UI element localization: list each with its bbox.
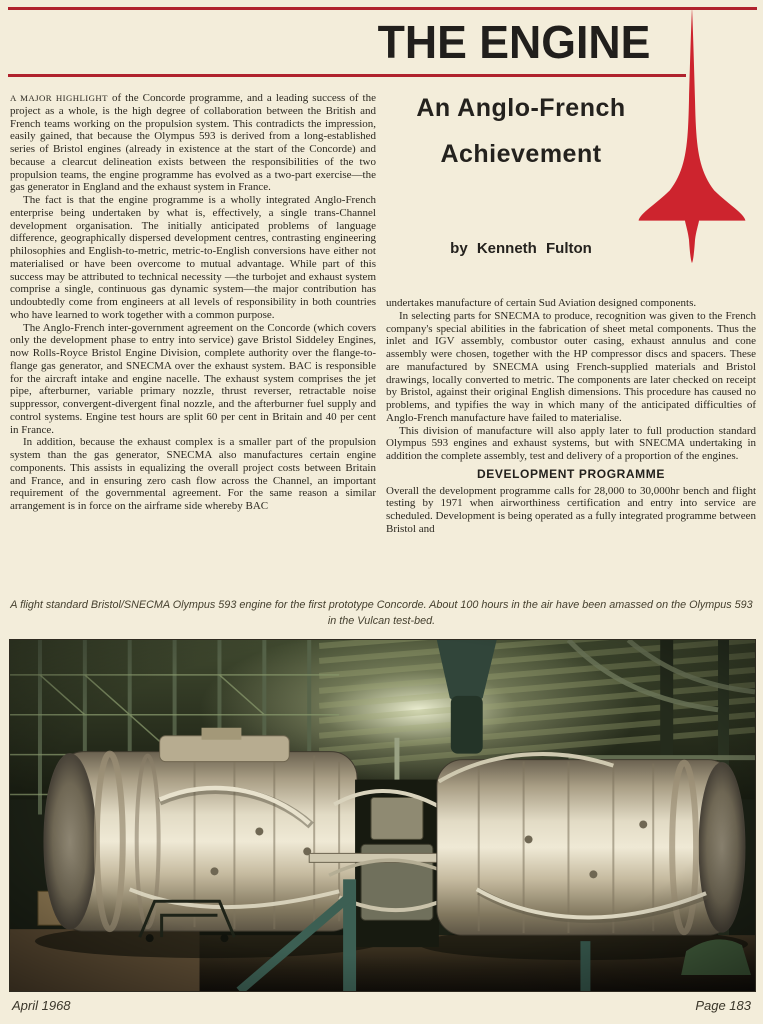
lead-smallcaps: A MAJOR HIGHLIGHT xyxy=(10,93,108,103)
paragraph xyxy=(10,92,376,194)
section-header: DEVELOPMENT PROGRAMME xyxy=(477,466,665,481)
paragraph: This division of manufacture will also apply later to full production standard Olympus 593 engines and exhaust systems, but with SNECMA undertaking in addition the complete assembly, test and delivery of a proportion of the engines. xyxy=(386,424,756,462)
article-subtitle xyxy=(388,94,654,169)
page-number: Page 183 xyxy=(695,998,751,1013)
photo-caption: A flight standard Bristol/SNECMA Olympus 593 engine for the first prototype Concorde. About 100 hours in the air have been amassed on the Olympus 593 in the Vulcan test-bed. xyxy=(10,599,753,627)
right-column xyxy=(386,297,756,536)
issue-date: April 1968 xyxy=(12,998,71,1013)
paragraph-text: of the Concorde programme, and a leading success of the project as a whole, is the high degree of collaboration between the British and French teams working on the propulsion system. This contradicts the impression, easily gained, that because the Olympus 593 is derived from a long-established series of Bristol engines (already in existence at the start of the Concorde) and because a clearcut delineation exists between the responsibilities of the two propulsion teams, the engine programme has evolved as a two-part exercise—the gas generator in England and the exhaust system in France. xyxy=(10,92,376,194)
paragraph: Overall the development programme calls for 28,000 to 30,000hr bench and flight testing by 1971 when airworthiness certification and entry into service are scheduled. Development is being operated as a fully integrated programme between Bristol and xyxy=(386,484,756,535)
paragraph: In addition, because the exhaust complex is a smaller part of the propulsion system than the gas generator, SNECMA also manufactures certain engine components. This assists in equalizing the overall project costs between Britain and France, and in ensuring zero cash flow across the Channel, an important requirement of the governmental agreement. For the same reason a similar arrangement is in force on the airframe side whereby BAC xyxy=(10,436,376,512)
subtitle-line-1: An Anglo-French xyxy=(416,94,626,122)
left-column xyxy=(10,92,376,513)
title-underline-rule xyxy=(8,74,686,77)
paragraph: The Anglo-French inter-government agreement on the Concorde (which covers only the development phase to entry into service) gave Bristol Siddeley Engines, now Rolls-Royce Bristol Engine Division, complete authority over the flange-to-flange gas generator, and SNECMA over the exhaust system. BAC is responsible for the aircraft intake and engine nacelle. The exhaust system comprises the jet pipe, afterburner, variable primary nozzle, thrust reverser, retractable noise suppressor, convergent-divergent final nozzle, and the afterburner fuel supply and control systems. Engine test hours are split 60 per cent in Britain and 40 per cent in France. xyxy=(10,321,376,436)
page-title: THE ENGINE xyxy=(377,16,651,68)
paragraph: undertakes manufacture of certain Sud Aviation designed components. xyxy=(386,297,697,309)
subtitle-line-2: Achievement xyxy=(440,140,602,168)
engine-photo xyxy=(9,639,756,992)
paragraph: The fact is that the engine programme is a wholly integrated Anglo-French enterprise being undertaken by what is, effectively, a single trans-Channel development organisation. The initially anticipated problems of language difference, geographically dispersed development centres, contrasting engineering philosophies and English-to-metric, metric-to-English conversions have either not materialised or have been overcome to mutual advantage. While part of this success may be attributed to technical necessity —the turbojet and exhaust system comprise a single, continuous gas dynamic system—the major contribution has undoubtedly come from engineers at all levels of responsibility in both countries who have learned to work together with a common purpose. xyxy=(10,194,376,321)
byline: by Kenneth Fulton xyxy=(450,240,592,257)
paragraph: In selecting parts for SNECMA to produce, recognition was given to the French company's special abilities in the fabrication of sheet metal components. Thus the inlet and IGV assembly, combustor outer casing, exhaust annulus and cone assembly were chosen, together with the HP compressor discs and spacers. These are manufactured by SNECMA using French-supplied materials and Bristol drawings, locally converted to metric. The components are later checked on receipt by Bristol, against their original English dimensions. This procedure has caused no problems, and typifies the way in which many of the anticipated difficulties of Anglo-French manufacture have failed to materialise. xyxy=(386,309,756,424)
engine-photo-illustration xyxy=(10,640,755,991)
